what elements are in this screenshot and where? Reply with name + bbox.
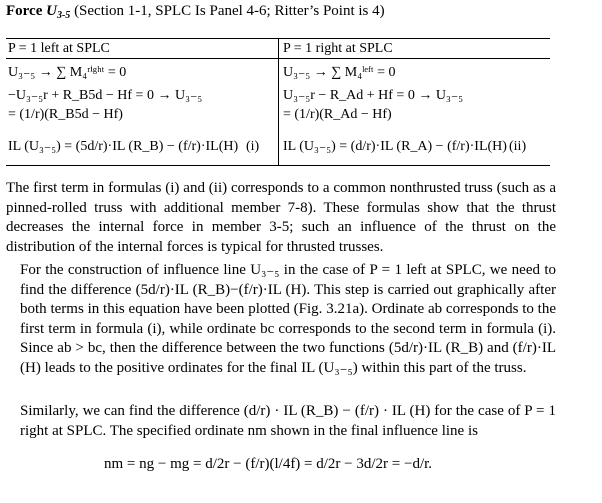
right-equation-number: (ii)	[509, 139, 527, 154]
left-column	[6, 38, 278, 166]
right-header: P = 1 right at SPLC	[283, 41, 393, 56]
paragraph-2: For the construction of influence line U₃₋₅ in the case of P = 1 left at SPLC, we need to find the difference (5d/r)·IL (R_B)−(f/r)·IL (H). This step is carried out graphically after both terms in this equation have been plotted (Fig. 3.21a). Ordinate ab corresponds to the first term in formula (i), while ordinate bc corresponds to the second term in formula (i). Since ab > bc, then the difference between the two functions (5d/r)·IL (R_B) and (f/r)·IL (H) leads to the positive ordinates for the final IL (U₃₋₅) within this part of the truss.	[20, 262, 556, 376]
right-line-4: IL (U₃₋₅) = (d/r)·IL (R_A) − (f/r)·IL(H)	[283, 139, 507, 154]
heading-symbol: $U_{3-5}$	[46, 3, 71, 21]
right-line-1: U₃₋₅ → ∑ M₄ˡᵉᶠᵗ = 0	[283, 65, 396, 80]
left-equation-number: (i)	[246, 139, 260, 154]
left-header: P = 1 left at SPLC	[8, 41, 110, 56]
paragraph-3: Similarly, we can find the difference (d/r) · IL (R_B) − (f/r) · IL (H) for the case of P = 1 right at SPLC. The specified ordinate nm shown in the final influence line is	[20, 403, 556, 439]
equation-table	[6, 38, 550, 166]
left-line-3: = (1/r)(R_B5d − Hf)	[8, 107, 123, 122]
heading-label: Force	[6, 3, 43, 19]
right-column	[279, 38, 551, 166]
right-line-2: U₃₋₅r − R_Ad + Hf = 0 → U₃₋₅	[283, 88, 464, 103]
left-line-2: −U₃₋₅r + R_B5d − Hf = 0 → U₃₋₅	[8, 88, 203, 103]
right-line-3: = (1/r)(R_Ad − Hf)	[283, 107, 392, 122]
final-equation: nm = ng − mg = d/2r − (f/r)(l/4f) = d/2r − 3d/2r = −d/r.	[104, 456, 433, 472]
left-line-1: U₃₋₅ → ∑ M₄ʳⁱᵍʰᵗ = 0	[8, 65, 127, 80]
paragraph-1: The first term in formulas (i) and (ii) corresponds to a common nonthrusted truss (such as a pinned-rolled truss with additional member 7-8). These formulas show that the thrust decreases the internal force in member 3-5; such an influence of the thrust on the distribution of the internal forces is typical for thrusted trusses.	[6, 180, 556, 255]
heading-description: (Section 1-1, SPLC Is Panel 4-6; Ritter’s Point is 4)	[74, 3, 385, 19]
left-line-4: IL (U₃₋₅) = (5d/r)·IL (R_B) − (f/r)·IL(H)	[8, 139, 239, 154]
section-heading	[6, 2, 385, 22]
